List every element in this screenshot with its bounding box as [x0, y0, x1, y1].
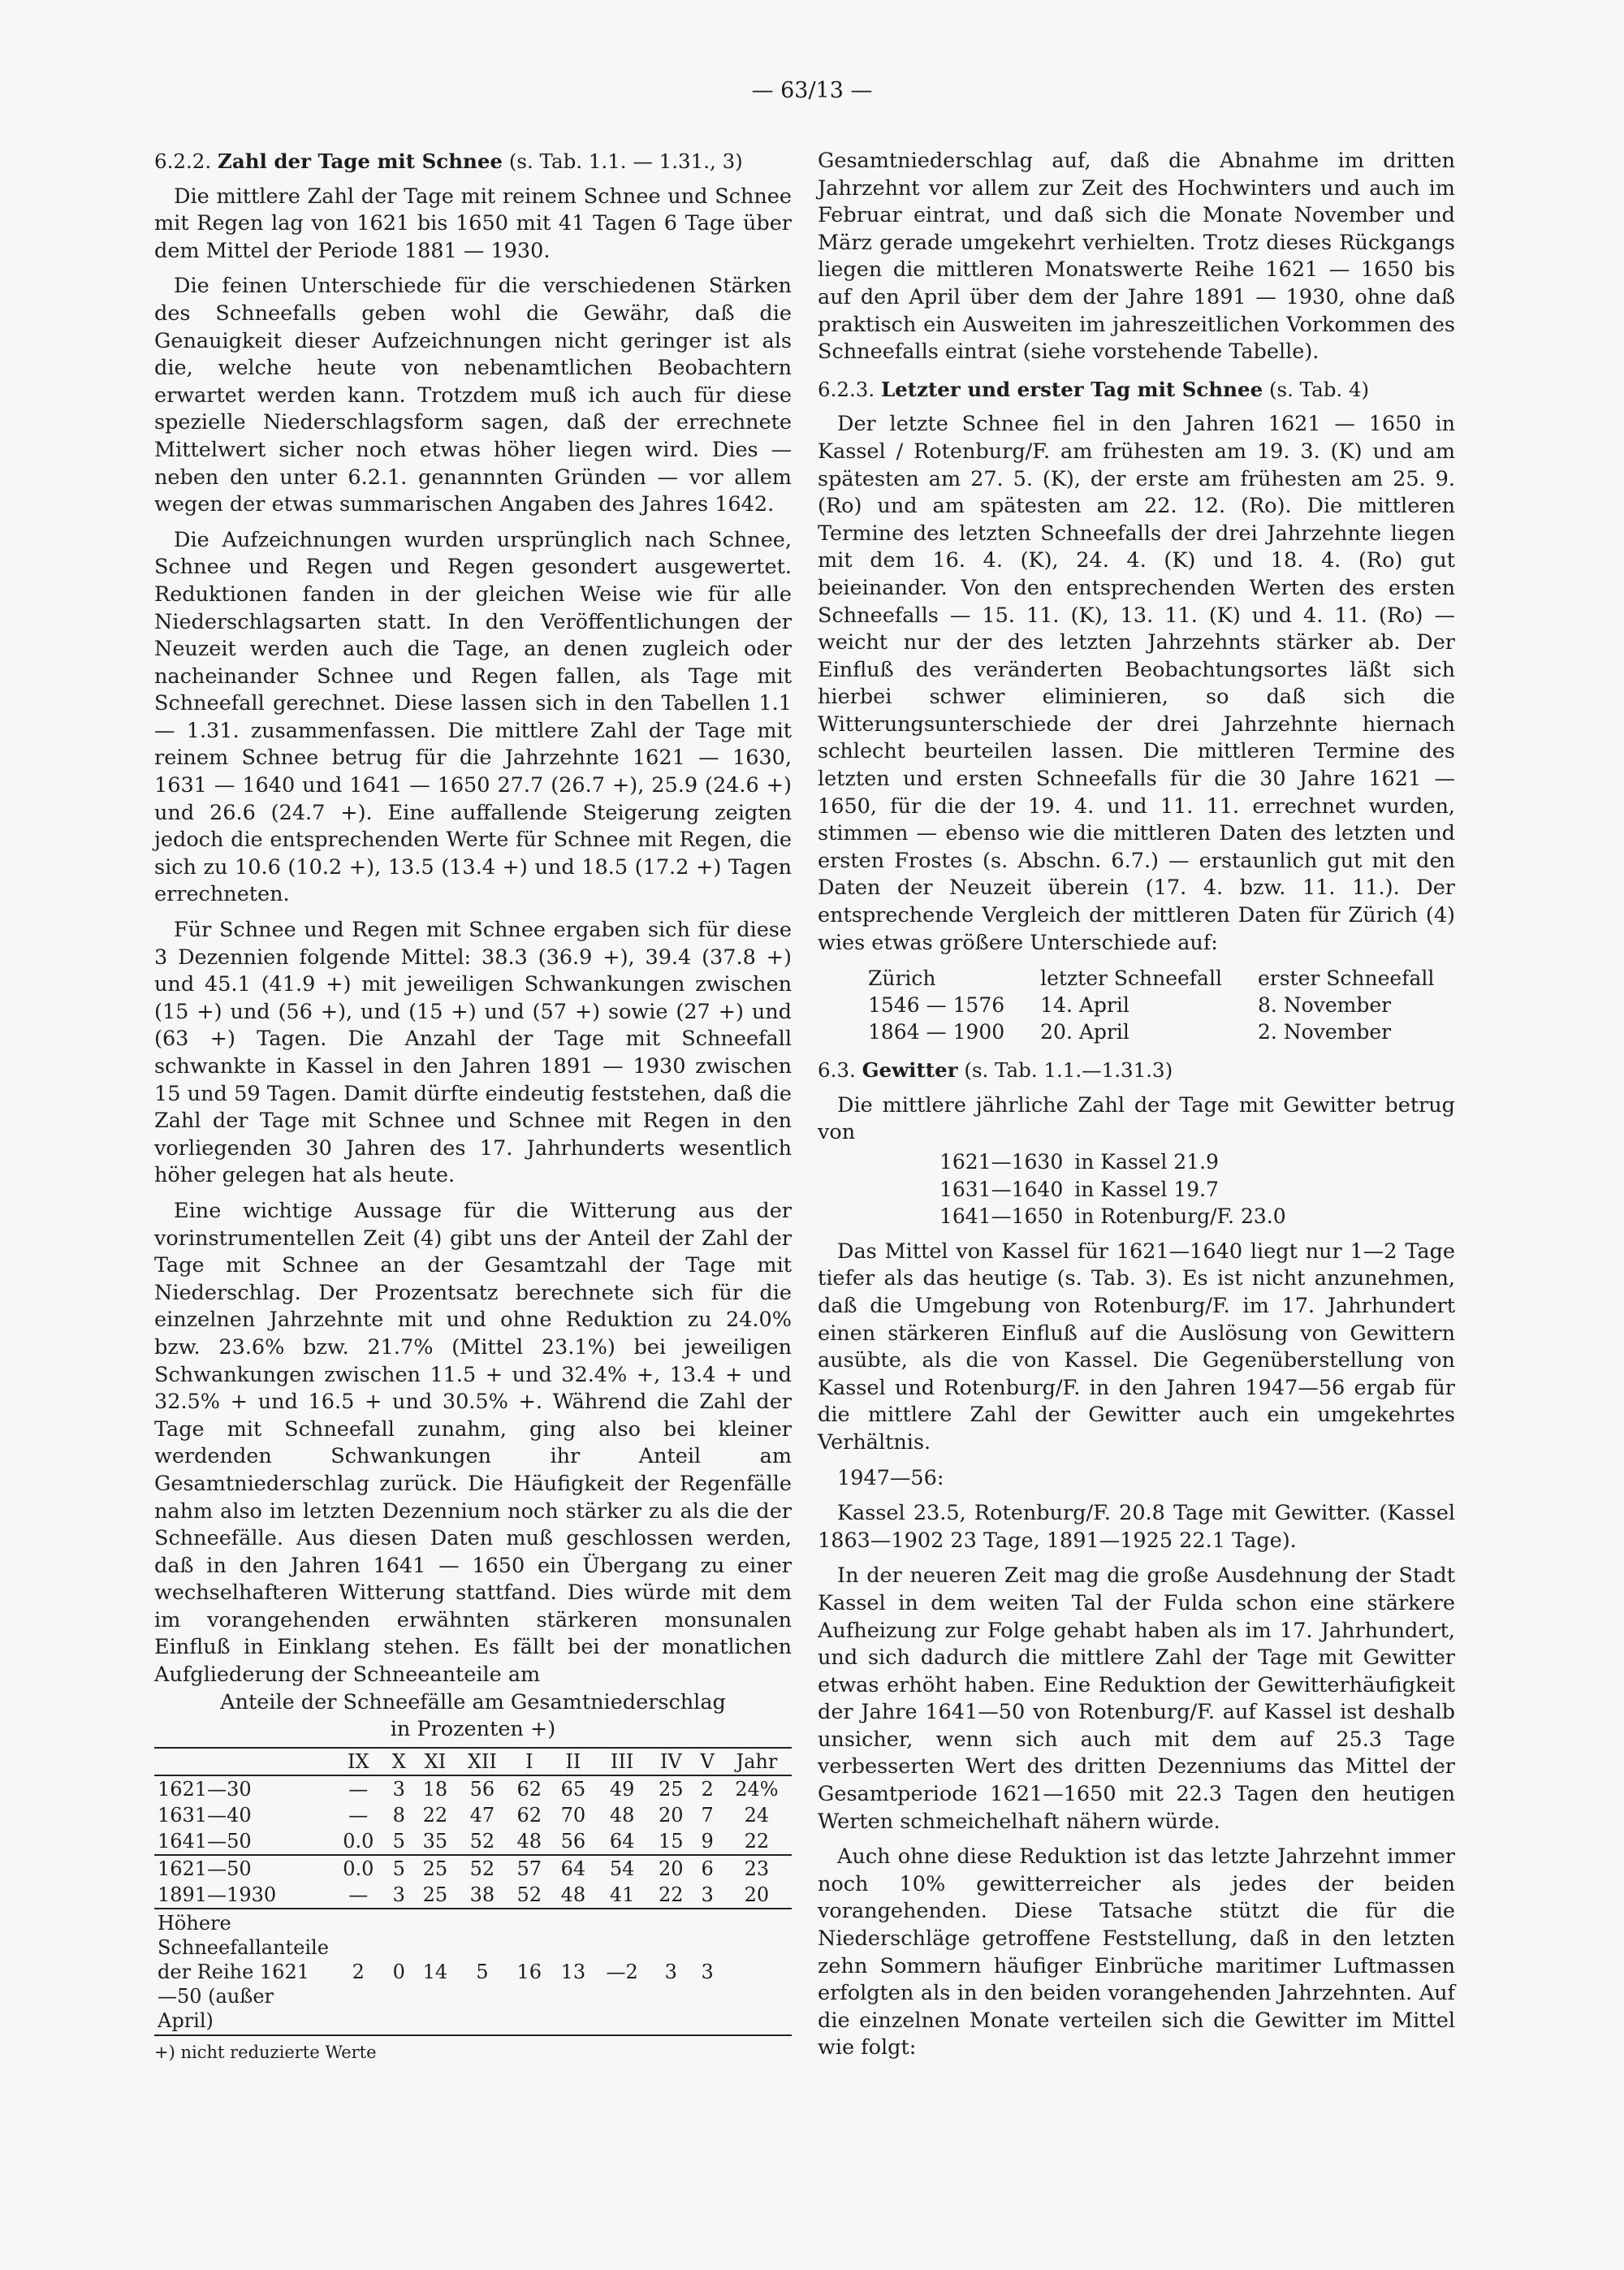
table-cell-label: 1621—30	[158, 1777, 252, 1801]
table-row	[939, 1148, 1298, 1176]
table-cell: 65	[560, 1777, 586, 1801]
table-cell: 41	[609, 1883, 635, 1906]
table-row	[154, 1802, 792, 1828]
table-cell: 6	[693, 1855, 722, 1882]
right-column	[818, 148, 1455, 2070]
table-cell: 48	[560, 1883, 586, 1906]
table-header-row	[850, 965, 1452, 992]
table-cell: 22	[744, 1829, 770, 1853]
table-header-cell: letzter Schneefall	[1040, 966, 1222, 991]
page-number: — 63/13 —	[751, 78, 873, 103]
table-cell: 48	[609, 1803, 635, 1827]
table-cell: 3	[392, 1777, 405, 1801]
table-cell: 0.0	[343, 1829, 374, 1853]
table-cell: 1621—1630	[939, 1150, 1064, 1174]
table-cell: 0.0	[332, 1855, 385, 1882]
table-cell: 56	[469, 1777, 495, 1801]
paragraph: Für Schnee und Regen mit Schnee ergaben sich für diese 3 Dezennien folgende Mittel: 38.3 (36.9 +), 39.4 (37.8 +) und 45.1 (41.9 +) mit jeweiligen Schwankungen zwischen (15 +) und (56 +), und (15 +) und (57 +) sowie (27 +) und (63 +) Tagen. Die Anzahl der Tage mit Schneefall schwankte in Kassel in den Jahren 1891 — 1930 zwischen 15 und 59 Tagen. Damit dürfte eindeutig feststehen, daß die Zahl der Tage mit Schnee und Schnee mit Regen in den vorliegenden 30 Jahren des 17. Jahrhunderts wesentlich höher gelegen hat als heute.	[154, 918, 792, 1188]
table-header-row	[154, 1748, 792, 1775]
table-row	[939, 1176, 1298, 1204]
table-header-cell: I	[508, 1748, 551, 1775]
table-cell: 38	[469, 1883, 495, 1906]
paragraph: Das Mittel von Kassel für 1621—1640 liegt nur 1—2 Tage tiefer als das heutige (s. Tab. 3). Es ist nicht anzunehmen, daß die Umgebung von Rotenburg/F. im 17. Jahrhundert einen stärkeren Einfluß auf die Auslösung von Gewittern ausübte, als die von Kassel. Die Gegenüberstellung von Kassel und Rotenburg/F. in den Jahren 1947—56 ergab für die mittlere Zahl der Gewitter auch ein umgekehrtes Verhältnis.	[818, 1239, 1455, 1455]
table-cell: 7	[701, 1803, 714, 1827]
table-cell: in Kassel 21.9	[1074, 1150, 1219, 1174]
table-cell: 24	[744, 1803, 770, 1827]
table-cell: 14	[413, 1909, 457, 2035]
paragraph: Gesamtniederschlag auf, daß die Abnahme im dritten Jahrzehnt vor allem zur Zeit des Hochwinters und auch im Februar eintrat, und daß sich die Monate November und März gerade umgekehrt verhielten. Trotz dieses Rückgangs liegen die mittleren Monatswerte Reihe 1621 — 1650 bis auf den April über dem der Jahre 1891 — 1930, ohne daß praktisch ein Ausweiten im jahreszeitlichen Vorkommen des Schneefalls eintrat (siehe vorstehende Tabelle).	[818, 149, 1455, 365]
table-row	[154, 1828, 792, 1855]
table-cell: 47	[469, 1803, 495, 1827]
table-cell: 52	[516, 1883, 542, 1906]
table-cell: 2. November	[1257, 1020, 1392, 1044]
table-cell-label: Höhere Schneefallanteile der Reihe 1621—50 (außer April)	[154, 1909, 332, 2035]
paragraph: Die mittlere jährliche Zahl der Tage mit Gewitter betrug von	[818, 1092, 1455, 1145]
table-cell: 13	[551, 1909, 595, 2035]
table-cell: 2	[332, 1909, 385, 2035]
section-6-2-3-heading: 6.2.3. Letzter und erster Tag mit Schnee (s. Tab. 4)	[818, 377, 1370, 401]
table-cell: 20	[744, 1883, 770, 1906]
table-row	[154, 1855, 792, 1882]
section-6-3-heading: 6.3. Gewitter (s. Tab. 1.1.—1.31.3)	[818, 1058, 1173, 1083]
table-header-cell: IV	[649, 1748, 693, 1775]
left-column	[154, 148, 792, 2062]
table-cell: 5	[385, 1855, 413, 1882]
table-cell: 23	[722, 1855, 792, 1882]
table-cell: 1546 — 1576	[868, 993, 1005, 1018]
table-cell: 70	[560, 1803, 586, 1827]
table-cell: 2	[701, 1777, 714, 1801]
paragraph: Der letzte Schnee fiel in den Jahren 1621 — 1650 in Kassel / Rotenburg/F. am frühesten am 19. 3. (K) und am spätesten am 27. 5. (K), der erste am frühesten am 25. 9. (Ro) und am spätesten am 22. 12. (Ro). Die mittleren Termine des letzten Schneefalls der drei Jahrzehnte liegen mit dem 16. 4. (K), 24. 4. (K) und 18. 4. (Ro) gut beieinander. Von den entsprechenden Werten des ersten Schneefalls — 15. 11. (K), 13. 11. (K) und 4. 11. (Ro) — weicht nur der des letzten Jahrzehnts stärker ab. Der Einfluß des veränderten Beobachtungsortes läßt sich hierbei schwer eliminieren, so daß sich die Witterungsunterschiede der drei Jahrzehnte hiernach schlecht beurteilen lassen. Die mittleren Termine des letzten und ersten Schneefalls für die 30 Jahre 1621 — 1650, für die der 19. 4. und 11. 11. errechnet wurden, stimmen — ebenso wie die mittleren Daten des letzten und ersten Frostes (s. Abschn. 6.7.) — erstaunlich gut mit den Daten der Neuzeit überein (17. 4. bzw. 11. 11.). Der entsprechende Vergleich der mittleren Daten für Zürich (4) wies etwas größere Unterschiede auf:	[818, 412, 1455, 955]
table-cell: —	[348, 1803, 369, 1827]
table-cell: —	[348, 1777, 369, 1801]
table-cell: 14. April	[1040, 993, 1129, 1018]
table-cell: 57	[508, 1855, 551, 1882]
table-cell: 8. November	[1257, 993, 1392, 1018]
table-cell-label: 1891—1930	[158, 1883, 277, 1906]
table-cell: 20	[659, 1803, 684, 1827]
table-footnote: +) nicht reduzierte Werte	[154, 2042, 377, 2062]
table-header-cell: IX	[332, 1748, 385, 1775]
table-cell: 22	[422, 1803, 448, 1827]
table-header-cell: XII	[457, 1748, 508, 1775]
paragraph: Die mittlere Zahl der Tage mit reinem Schnee und Schnee mit Regen lag von 1621 bis 1650 mit 41 Tagen 6 Tage über dem Mittel der Periode 1881 — 1930.	[154, 184, 792, 263]
table-cell-label: 1631—40	[158, 1803, 252, 1827]
table-row	[939, 1203, 1298, 1230]
table-cell-label: 1621—50	[154, 1855, 332, 1882]
paragraph: Eine wichtige Aussage für die Witterung aus der vorinstrumentellen Zeit (4) gibt uns der Anteil der Zahl der Tage mit Schnee an der Gesamtzahl der Tage mit Niederschlag. Der Prozentsatz berechnete sich für die einzelnen Jahrzehnte mit und ohne Reduktion zu 24.0% bzw. 23.6% bzw. 21.7% (Mittel 23.1%) bei jeweiligen Schwankungen zwischen 11.5 + und 32.4% +, 13.4 + und 32.5% + und 16.5 + und 30.5% +. Während die Zahl der Tage mit Schneefall zunahm, ging also bei kleiner werdenden Schwankungen ihr Anteil am Gesamtniederschlag zurück. Die Häufigkeit der Regenfälle nahm also im letzten Dezennium noch stärker zu als die der Schneefälle. Aus diesen Daten muß geschlossen werden, daß in den Jahren 1641 — 1650 ein Übergang zu einer wechselhafteren Witterung stattfand. Dies würde mit dem im vorangehenden erwähnten stärkeren monsunalen Einfluß in Einklang stehen. Es fällt bei der monatlichen Aufgliederung der Schneeanteile am	[154, 1198, 792, 1688]
table-header-cell: XI	[413, 1748, 457, 1775]
table-header-cell: Zürich	[868, 966, 936, 991]
table-caption: Anteile der Schneefälle am Gesamtniederschlag in Prozenten +)	[220, 1689, 726, 1742]
paragraph: Die feinen Unterschiede für die verschiedenen Stärken des Schneefalls geben wohl die Gewähr, daß die Genauigkeit dieser Aufzeichnungen nicht geringer ist als die, welche heute von nebenamtlichen Beobachtern erwartet werden kann. Trotzdem muß ich auch für diese spezielle Niederschlagsform sagen, daß der errechnete Mittelwert sicher noch etwas höher liegen wird. Dies — neben den unter 6.2.1. genannnten Gründen — vor allem wegen der etwas summarischen Angaben des Jahres 1642.	[154, 274, 792, 517]
table-cell: 35	[422, 1829, 448, 1853]
paragraph: 1947—56:	[837, 1465, 944, 1490]
table-row	[154, 1775, 792, 1802]
table-row	[154, 1882, 792, 1909]
table-cell: in Rotenburg/F. 23.0	[1074, 1204, 1286, 1229]
section-title: Zahl der Tage mit Schnee	[217, 149, 503, 173]
table-cell: 8	[392, 1803, 405, 1827]
zurich-table	[850, 965, 1452, 1045]
table-header-cell: X	[385, 1748, 413, 1775]
table-cell: 62	[516, 1803, 542, 1827]
paragraph: Auch ohne diese Reduktion ist das letzte Jahrzehnt immer noch 10% gewitterreicher als jedes der beiden vorangehenden. Diese Tatsache stützt die für die Niederschläge getroffene Feststellung, daß in den letzten zehn Sommern häufiger Einbrüche maritimer Luftmassen erfolgten als in den beiden vorangehenden Jahrzehnten. Auf die einzelnen Monate verteilen sich die Gewitter im Mittel wie folgt:	[818, 1844, 1455, 2060]
table-cell: 5	[457, 1909, 508, 2035]
table-cell: —2	[595, 1909, 649, 2035]
paragraph: In der neueren Zeit mag die große Ausdehnung der Stadt Kassel in dem weiten Tal der Fulda schon eine stärkere Aufheizung zur Folge gehabt haben als im 17. Jahrhundert, und sich dadurch die mittlere Zahl der Tage mit Gewitter etwas erhöht haben. Eine Reduktion der Gewitterhäufigkeit der Jahre 1641—50 von Rotenburg/F. auf Kassel ist deshalb unsicher, wenn sich auch mit dem auf 25.3 Tage verbesserten Wert des dritten Dezenniums das Mittel der Gesamtperiode 1621—1650 mit 22.3 Tagen den heutigen Werten schmeichelhaft nähern würde.	[818, 1563, 1455, 1834]
table-cell: 15	[659, 1829, 684, 1853]
section-title: Gewitter	[862, 1058, 958, 1083]
table-cell: 3	[693, 1909, 722, 2035]
table-cell: 25	[413, 1855, 457, 1882]
table-cell: 1631—1640	[939, 1177, 1064, 1201]
table-cell: 5	[392, 1829, 405, 1853]
table-cell: 48	[516, 1829, 542, 1853]
table-cell: 16	[508, 1909, 551, 2035]
table-header-cell: III	[595, 1748, 649, 1775]
table-row	[850, 992, 1452, 1018]
table-cell: in Kassel 19.7	[1074, 1177, 1219, 1201]
table-cell: 52	[469, 1829, 495, 1853]
table-cell: 20	[649, 1855, 693, 1882]
table-cell: 25	[659, 1777, 684, 1801]
table-cell: 1641—1650	[939, 1204, 1064, 1229]
table-row	[154, 1909, 792, 2035]
table-cell: —	[348, 1883, 369, 1906]
table-header-cell: II	[551, 1748, 595, 1775]
thunderstorm-table	[939, 1148, 1298, 1230]
table-cell: 3	[649, 1909, 693, 2035]
snow-share-table	[154, 1747, 792, 2036]
table-cell: 9	[701, 1829, 714, 1853]
table-header-cell: Jahr	[722, 1748, 792, 1775]
table-cell: 1864 — 1900	[868, 1020, 1005, 1044]
table-cell: 52	[457, 1855, 508, 1882]
table-cell: 64	[551, 1855, 595, 1882]
table-header-cell	[154, 1748, 332, 1775]
table-cell: 64	[609, 1829, 635, 1853]
table-cell: 49	[609, 1777, 635, 1801]
table-cell: 22	[659, 1883, 684, 1906]
table-header-cell: V	[693, 1748, 722, 1775]
table-cell: 54	[595, 1855, 649, 1882]
table-row	[850, 1018, 1452, 1045]
table-header-cell: erster Schneefall	[1257, 966, 1435, 991]
table-cell: 0	[385, 1909, 413, 2035]
table-cell: 20. April	[1040, 1020, 1129, 1044]
section-title: Letzter und erster Tag mit Schnee	[880, 377, 1263, 401]
section-6-2-2-heading: 6.2.2. Zahl der Tage mit Schnee (s. Tab. 1.1. — 1.31., 3)	[154, 149, 743, 173]
table-cell: 25	[422, 1883, 448, 1906]
table-cell-label: 1641—50	[158, 1829, 252, 1853]
paragraph: Die Aufzeichnungen wurden ursprünglich nach Schnee, Schnee und Regen und Regen gesondert ausgewertet. Reduktionen fanden in der gleichen Weise wie für alle Niederschlagsarten statt. In den Veröffentlichungen der Neuzeit werden auch die Tage, an denen zugleich oder nacheinander Schnee und Regen fallen, als Tage mit Schneefall gerechnet. Diese lassen sich in den Tabellen 1.1 — 1.31. zusammenfassen. Die mittlere Zahl der Tage mit reinem Schnee betrug für die Jahrzehnte 1621 — 1630, 1631 — 1640 und 1641 — 1650 27.7 (26.7 +), 25.9 (24.6 +) und 26.6 (24.7 +). Eine auffallende Steigerung zeigten jedoch die entsprechenden Werte für Schnee mit Regen, die sich zu 10.6 (10.2 +), 13.5 (13.4 +) und 18.5 (17.2 +) Tagen errechneten.	[154, 527, 792, 907]
table-cell: 3	[392, 1883, 405, 1906]
table-cell: 56	[560, 1829, 586, 1853]
table-cell: 62	[516, 1777, 542, 1801]
table-cell: 3	[701, 1883, 714, 1906]
paragraph: Kassel 23.5, Rotenburg/F. 20.8 Tage mit Gewitter. (Kassel 1863—1902 23 Tage, 1891—1925 22.1 Tage).	[818, 1501, 1455, 1553]
table-cell: 24%	[735, 1777, 779, 1801]
table-cell: 18	[422, 1777, 448, 1801]
